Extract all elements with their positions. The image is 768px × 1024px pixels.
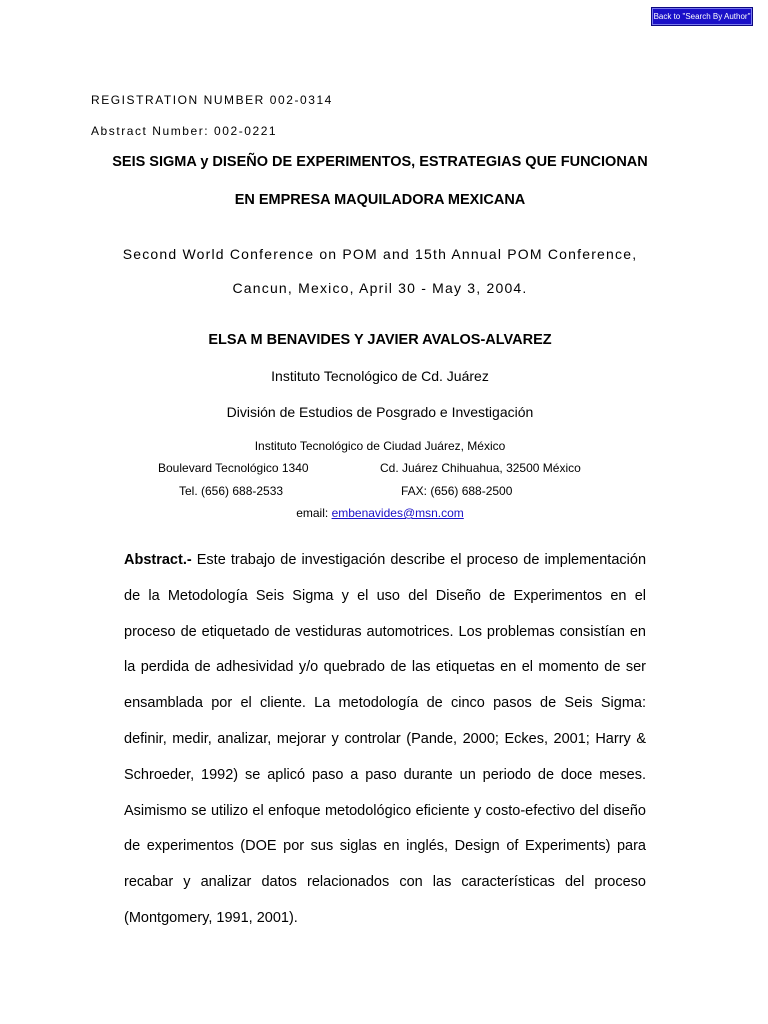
email-label: email: [296, 506, 329, 520]
paper-title-line-1: SEIS SIGMA y DISEÑO DE EXPERIMENTOS, ESTRATEGIAS QUE FUNCIONAN [112, 154, 648, 170]
telephone: Tel. (656) 688-2533 [179, 484, 284, 498]
street-address: Boulevard Tecnológico 1340 [158, 461, 309, 475]
division-name: División de Estudios de Posgrado e Investigación [226, 404, 534, 420]
abstract-text: Este trabajo de investigación describe el proceso de implementación de la Metodología Seis Sigma y el uso del Diseño de Experimentos en el proceso de etiquetado de vestiduras automotrices. Los problemas consistían en la perdida de adhesividad y/o quebrado de las etiquetas en el momento de ser ensamblada por el cliente. La metodología de cinco pasos de Seis Sigma: definir, medir, analizar, mejorar y controlar (Pande, 2000; Eckes, 2001; Harry & Schroeder, 1992) se aplicó paso a paso durante un periodo de doce meses. Asimismo se utilizo el enfoque metodológico eficiente y costo-efectivo del diseño de experimentos (DOE por sus siglas en inglés, Design of Experiments) para recabar y analizar datos relacionados con las características del proceso (Montgomery, 1991, 2001). [124, 552, 647, 926]
abstract-number: Abstract Number: 002-0221 [91, 124, 278, 138]
email-link[interactable]: embenavides@msn.com [331, 506, 464, 520]
abstract-label: Abstract.- [124, 552, 192, 568]
institute-full-name: Instituto Tecnológico de Ciudad Juárez, México [254, 439, 506, 453]
city-address: Cd. Juárez Chihuahua, 32500 México [380, 461, 581, 475]
back-to-search-by-author-button[interactable]: Back to "Search By Author" [652, 8, 752, 25]
registration-number: REGISTRATION NUMBER 002-0314 [91, 93, 333, 107]
conference-line-2: Cancun, Mexico, April 30 - May 3, 2004. [232, 280, 528, 296]
abstract-paragraph [124, 543, 646, 937]
email-line [0, 506, 760, 520]
institute-name: Instituto Tecnológico de Cd. Juárez [271, 368, 489, 384]
fax: FAX: (656) 688-2500 [401, 484, 513, 498]
authors: ELSA M BENAVIDES Y JAVIER AVALOS-ALVAREZ [208, 332, 552, 348]
paper-title-line-2: EN EMPRESA MAQUILADORA MEXICANA [234, 192, 526, 208]
conference-line-1: Second World Conference on POM and 15th Annual POM Conference, [122, 246, 638, 262]
